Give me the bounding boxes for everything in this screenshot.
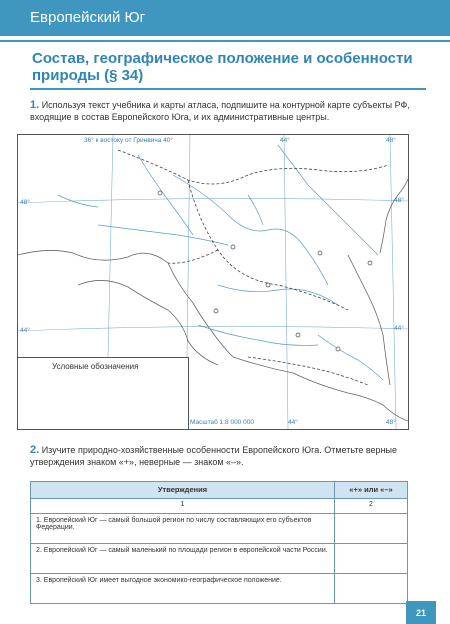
answer-cell-3[interactable] xyxy=(335,574,408,604)
statement-3: 3. Европейский Юг имеет выгодное экономико-географическое положение. xyxy=(31,574,335,604)
table-row xyxy=(31,574,408,604)
col-number-2: 2 xyxy=(335,499,408,514)
page-number: 21 xyxy=(406,601,436,624)
lat-44-right: 44° xyxy=(394,325,404,332)
lon-48-bottom: 48° xyxy=(386,419,396,426)
lat-48-right: 48° xyxy=(394,197,404,204)
lon-48-top: 48° xyxy=(386,137,396,144)
statement-1: 1. Европейский Юг — самый большой регион по числу составляющих его субъектов Федерации. xyxy=(31,514,335,544)
head-mark: «+» или «–» xyxy=(335,482,408,499)
chapter-header xyxy=(0,0,450,36)
task-2-text: Изучите природно-хозяйственные особенности Европейского Юга. Отметьте верные утверждения знаком «+», неверные — знаком «–». xyxy=(30,445,398,467)
task-1-text: Используя текст учебника и карты атласа, подпишите на контурной карте субъекты РФ, входящие в состав Европейского Юга, и их административные центры. xyxy=(30,100,410,122)
lat-48-left: 48° xyxy=(20,199,30,206)
lat-44-left: 44° xyxy=(20,327,30,334)
statements-table xyxy=(30,481,408,604)
task-1 xyxy=(30,99,426,123)
meridian-label: 36° к востоку от Гринвича 40° xyxy=(84,137,173,144)
task-2-number: 2. xyxy=(30,444,40,456)
chapter-title: Европейский Юг xyxy=(30,9,146,26)
task-1-number: 1. xyxy=(30,99,40,111)
header-divider-line xyxy=(0,40,450,42)
map-scale: Масштаб 1:8 000 000 xyxy=(190,419,254,426)
section-title: Состав, географическое положение и особенности природы (§ 34) xyxy=(32,50,413,84)
answer-cell-1[interactable] xyxy=(335,514,408,544)
head-statements: Утверждения xyxy=(31,482,335,499)
col-number-1: 1 xyxy=(31,499,335,514)
statement-2: 2. Европейский Юг — самый маленький по площади регион в европейской части России. xyxy=(31,544,335,574)
task-2 xyxy=(30,444,426,468)
lon-44-bottom: 44° xyxy=(288,419,298,426)
legend-title: Условные обозначения xyxy=(52,362,139,371)
answer-cell-2[interactable] xyxy=(335,544,408,574)
lon-44-top: 44° xyxy=(280,137,290,144)
table-row xyxy=(31,544,408,574)
table-row xyxy=(31,514,408,544)
map-legend xyxy=(18,357,189,430)
contour-map xyxy=(17,134,409,430)
section-underline xyxy=(30,88,426,90)
